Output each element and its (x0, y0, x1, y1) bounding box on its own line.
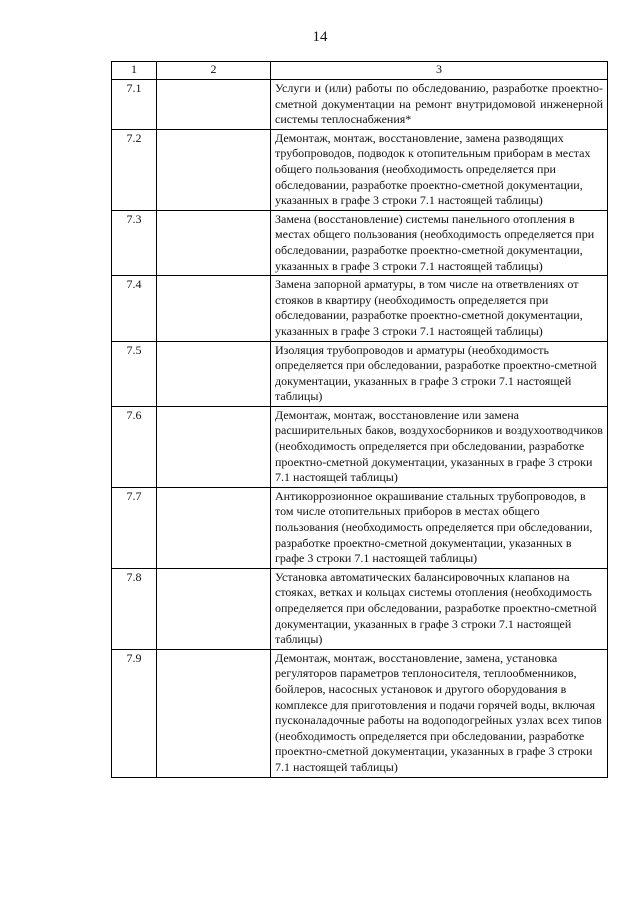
row-description: Демонтаж, монтаж, восстановление или замена расширительных баков, воздухосборников и воздухоотводчиков (необходимость определяется при обследовании, разработке проектно-сметной документации, указанных в графе 3 строки 7.1 настоящей таблицы) (271, 406, 608, 487)
table-row (112, 341, 608, 406)
table-row (112, 210, 608, 275)
table-row (112, 487, 608, 568)
column-header-2: 2 (157, 62, 271, 80)
row-description: Демонтаж, монтаж, восстановление, замена разводящих трубопроводов, подводок к отопительным приборам в местах общего пользования (необходимость определяется при обследовании, разработке проектно-сметной документации, указанных в графе 3 строки 7.1 настоящей таблицы) (271, 129, 608, 210)
work-items-table (111, 61, 608, 778)
table-row (112, 80, 608, 130)
row-description: Демонтаж, монтаж, восстановление, замена, установка регуляторов параметров теплоносителя, теплообменников, бойлеров, насосных установок и другого оборудования в комплексе для приготовления и подачи горячей воды, включая пусконаладочные работы на водоподогрейных узлах всех типов (необходимость определяется при обследовании, разработке проектно-сметной документации, указанных в графе 3 строки 7.1 настоящей таблицы) (271, 649, 608, 777)
page-number: 14 (312, 29, 328, 45)
row-description: Услуги и (или) работы по обследованию, разработке проектно-сметной документации на ремонт внутридомовой инженерной системы теплоснабжения* (271, 80, 608, 130)
row-number: 7.2 (112, 129, 157, 210)
row-col2 (157, 649, 271, 777)
row-number: 7.8 (112, 568, 157, 649)
row-number: 7.5 (112, 341, 157, 406)
row-number: 7.6 (112, 406, 157, 487)
row-col2 (157, 210, 271, 275)
row-description: Антикоррозионное окрашивание стальных трубопроводов, в том числе отопительных приборов в местах общего пользования (необходимость определяется при обследовании, разработке проектно-сметной документации, указанных в графе 3 строки 7.1 настоящей таблицы) (271, 487, 608, 568)
row-number: 7.7 (112, 487, 157, 568)
row-col2 (157, 487, 271, 568)
row-description: Замена запорной арматуры, в том числе на ответвлениях от стояков в квартиру (необходимость определяется при обследовании, разработке проектно-сметной документации, указанных в графе 3 строки 7.1 настоящей таблицы) (271, 276, 608, 341)
row-description: Замена (восстановление) системы панельного отопления в местах общего пользования (необходимость определяется при обследовании, разработке проектно-сметной документации, указанных в графе 3 строки 7.1 настоящей таблицы) (271, 210, 608, 275)
table-row (112, 568, 608, 649)
row-number: 7.1 (112, 80, 157, 130)
row-col2 (157, 568, 271, 649)
row-number: 7.4 (112, 276, 157, 341)
row-description: Изоляция трубопроводов и арматуры (необходимость определяется при обследовании, разработке проектно-сметной документации, указанных в графе 3 строки 7.1 настоящей таблицы) (271, 341, 608, 406)
column-header-3: 3 (271, 62, 608, 80)
row-description: Установка автоматических балансировочных клапанов на стояках, ветках и кольцах системы отопления (необходимость определяется при обследовании, разработке проектно-сметной документации, указанных в графе 3 строки 7.1 настоящей таблицы) (271, 568, 608, 649)
row-number: 7.9 (112, 649, 157, 777)
table-row (112, 649, 608, 777)
row-col2 (157, 406, 271, 487)
table-row (112, 129, 608, 210)
row-col2 (157, 129, 271, 210)
table-row (112, 276, 608, 341)
column-header-1: 1 (112, 62, 157, 80)
row-number: 7.3 (112, 210, 157, 275)
row-col2 (157, 276, 271, 341)
row-col2 (157, 341, 271, 406)
row-col2 (157, 80, 271, 130)
table-row (112, 406, 608, 487)
table-header-row (112, 62, 608, 80)
